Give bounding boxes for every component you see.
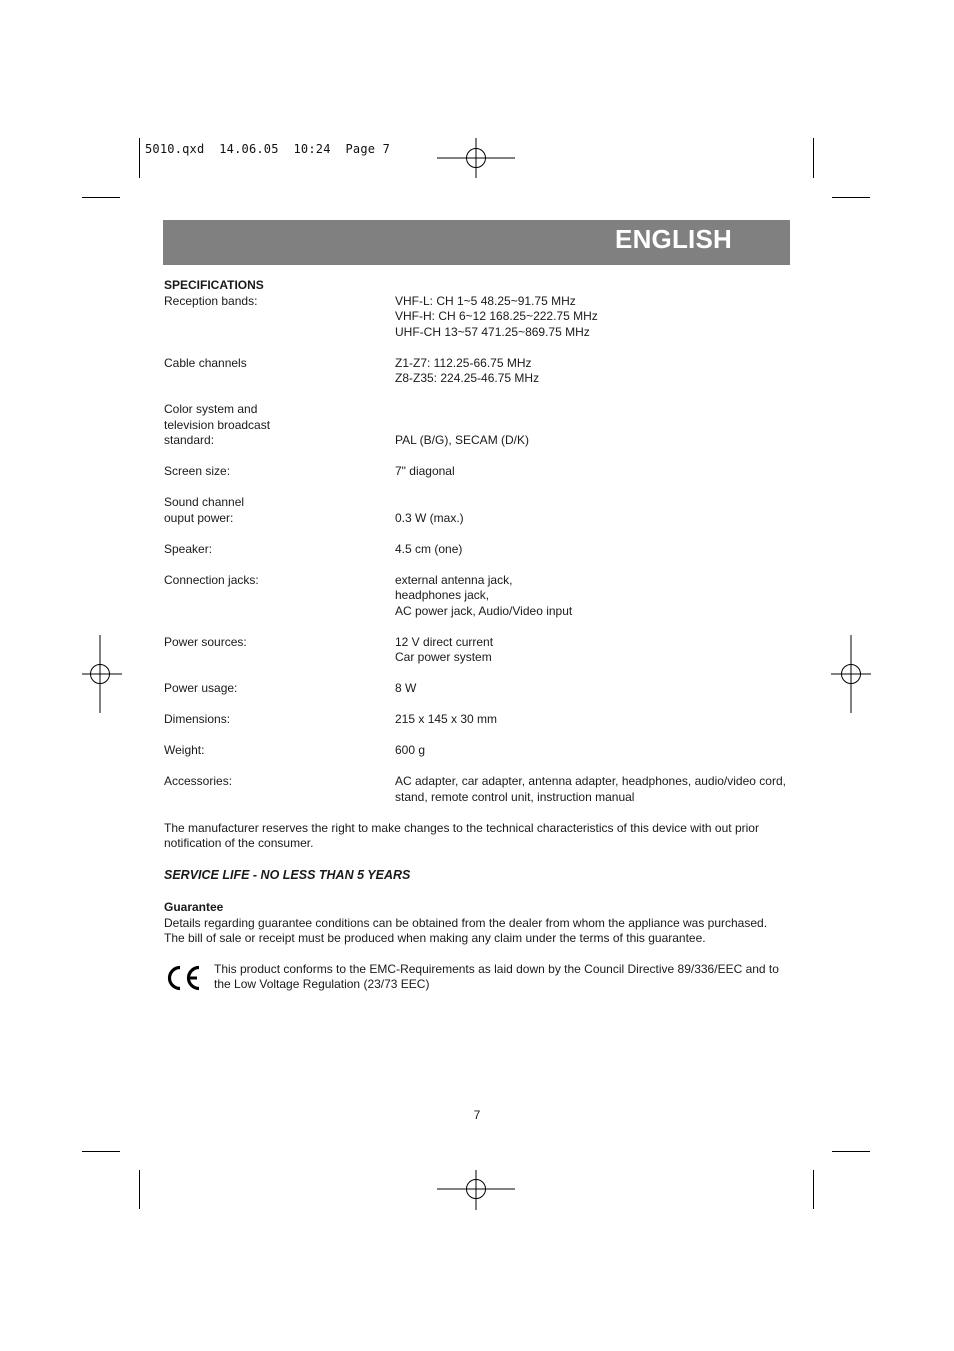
spec-value-line: 12 V direct current: [395, 634, 494, 649]
language-banner: [163, 220, 790, 265]
spec-value: [395, 712, 788, 728]
spec-row: [164, 573, 788, 620]
spec-value-line: 600 g: [395, 743, 426, 757]
spec-row: [164, 712, 788, 728]
spec-label: [164, 495, 395, 526]
spec-label-line: Power usage:: [164, 681, 238, 695]
spec-label: [164, 681, 395, 697]
crop-mark: [832, 197, 870, 198]
print-slug: 5010.qxd 14.06.05 10:24 Page 7: [145, 142, 391, 156]
specifications-title: SPECIFICATIONS: [164, 278, 264, 292]
spec-row: [164, 743, 788, 759]
banner-title: ENGLISH: [615, 224, 732, 254]
spec-value-line: [395, 418, 788, 434]
spec-row: [164, 294, 788, 341]
spec-value-line: UHF-CH 13~57 471.25~869.75 MHz: [395, 324, 590, 339]
spec-row: [164, 356, 788, 387]
spec-value: [395, 681, 788, 697]
spec-value-line: Z8-Z35: 224.25-46.75 MHz: [395, 371, 540, 385]
spec-value: [395, 402, 788, 449]
spec-value: [395, 635, 788, 666]
spec-label-line: Sound channel: [164, 495, 245, 509]
spec-label-line: Weight:: [164, 743, 205, 757]
ce-text: This product conforms to the EMC-Requirements as laid down by the Council Directive 89/336/EEC and to the Low Voltage Regulation (23/73 EEC): [214, 961, 779, 991]
spec-value-line: 215 x 145 x 30 mm: [395, 712, 498, 726]
spec-label: [164, 635, 395, 666]
crop-mark: [139, 1170, 140, 1209]
spec-label-line: Cable channels: [164, 355, 247, 370]
spec-label: [164, 712, 395, 728]
spec-label-line: standard:: [164, 433, 215, 447]
spec-label-line: ouput power:: [164, 510, 234, 525]
spec-value: [395, 495, 788, 526]
spec-value-line: [395, 495, 788, 511]
spec-value: [395, 542, 788, 558]
page-number: 7: [473, 1108, 481, 1122]
spec-value-line: 7" diagonal: [395, 464, 455, 478]
spec-label: [164, 464, 395, 480]
spec-label-line: television broadcast: [164, 417, 271, 432]
spec-value-line: headphones jack,: [395, 588, 490, 602]
spec-row: [164, 402, 788, 449]
spec-label: [164, 402, 395, 449]
manufacturer-note: The manufacturer reserves the right to make changes to the technical characteristics of this device with out prior notification of the consumer.: [164, 820, 759, 850]
spec-label-line: Screen size:: [164, 464, 231, 478]
registration-mark-icon: [437, 1170, 515, 1210]
spec-value-line: 8 W: [395, 681, 417, 695]
specifications-list: [164, 294, 788, 806]
spec-row: [164, 464, 788, 480]
spec-value-line: stand, remote control unit, instruction manual: [395, 789, 635, 804]
service-life-heading: SERVICE LIFE - NO LESS THAN 5 YEARS: [164, 867, 411, 882]
spec-label-line: Reception bands:: [164, 293, 258, 308]
spec-label-line: Speaker:: [164, 541, 213, 556]
spec-value-line: Car power system: [395, 650, 492, 664]
spec-label-line: Connection jacks:: [164, 572, 259, 587]
spec-row: [164, 681, 788, 697]
spec-value: [395, 294, 788, 341]
spec-value-line: VHF-L: CH 1~5 48.25~91.75 MHz: [395, 293, 576, 308]
page-content: [164, 278, 788, 996]
ce-mark-icon: [164, 962, 214, 997]
spec-label: [164, 542, 395, 558]
spec-row: [164, 495, 788, 526]
spec-value-line: external antenna jack,: [395, 572, 513, 587]
crop-mark: [813, 1170, 814, 1209]
spec-value-line: Z1-Z7: 112.25-66.75 MHz: [395, 355, 532, 370]
ce-mark-logo: [164, 964, 202, 992]
spec-label-line: Power sources:: [164, 634, 247, 649]
crop-mark: [82, 197, 120, 198]
spec-value: [395, 573, 788, 620]
spec-row: [164, 542, 788, 558]
spec-label: [164, 294, 395, 341]
spec-label: [164, 356, 395, 387]
spec-value: [395, 743, 788, 759]
spec-row: [164, 774, 788, 805]
spec-value-line: PAL (B/G), SECAM (D/K): [395, 433, 530, 447]
spec-label-line: Dimensions:: [164, 712, 231, 726]
guarantee-title: Guarantee: [164, 900, 224, 914]
registration-mark-icon: [437, 138, 515, 178]
crop-mark: [813, 138, 814, 178]
crop-mark: [139, 138, 140, 178]
spec-value-line: 0.3 W (max.): [395, 510, 464, 525]
spec-label: [164, 743, 395, 759]
spec-value: [395, 356, 788, 387]
spec-label-line: Accessories:: [164, 774, 233, 788]
spec-label: [164, 573, 395, 620]
guarantee-text: Details regarding guarantee conditions can be obtained from the dealer from whom the appliance was purchased. The bill of sale or receipt must be produced when making any claim under the terms of this guarantee.: [164, 915, 768, 945]
spec-value-line: AC power jack, Audio/Video input: [395, 603, 573, 618]
spec-value-line: 4.5 cm (one): [395, 541, 463, 556]
spec-row: [164, 635, 788, 666]
spec-label: [164, 774, 395, 805]
spec-value-line: VHF-H: CH 6~12 168.25~222.75 MHz: [395, 309, 598, 323]
crop-mark: [832, 1151, 870, 1152]
registration-mark-icon: [82, 635, 122, 713]
ce-conformity: [164, 962, 788, 997]
spec-value: [395, 464, 788, 480]
spec-value-line: AC adapter, car adapter, antenna adapter, headphones, audio/video cord,: [395, 774, 786, 788]
registration-mark-icon: [831, 635, 871, 713]
spec-value: [395, 774, 788, 805]
spec-value-line: [395, 402, 788, 418]
crop-mark: [82, 1151, 120, 1152]
spec-label-line: Color system and: [164, 402, 258, 416]
